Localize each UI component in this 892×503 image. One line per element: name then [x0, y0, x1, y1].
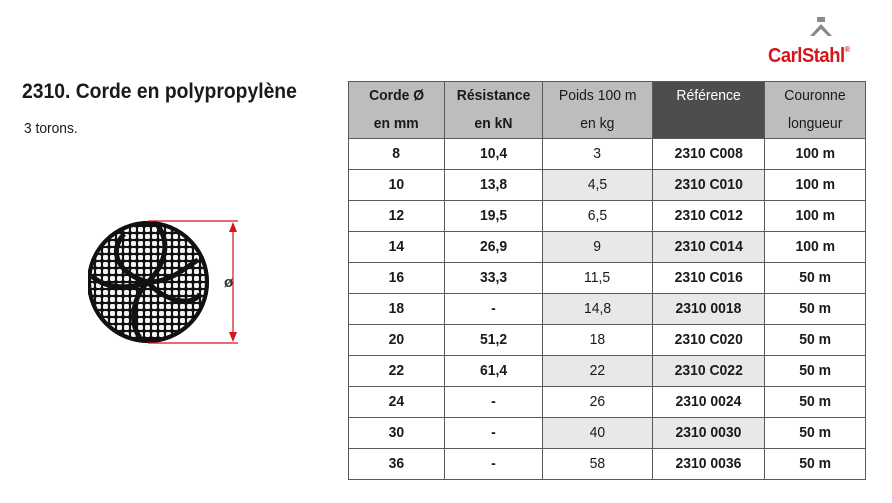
table-row — [349, 263, 866, 294]
cell-coil-length: 100 m — [765, 232, 866, 263]
rope-cross-section — [88, 212, 248, 352]
cell-resistance: 33,3 — [445, 263, 543, 294]
cell-reference: 2310 0024 — [653, 387, 765, 418]
cell-resistance: 13,8 — [445, 170, 543, 201]
table-header-row — [349, 82, 866, 139]
table-row — [349, 139, 866, 170]
cell-coil-length: 100 m — [765, 170, 866, 201]
cell-weight: 40 — [543, 418, 653, 449]
table-row — [349, 232, 866, 263]
table-row — [349, 387, 866, 418]
cell-coil-length: 50 m — [765, 387, 866, 418]
header-weight: Poids 100 men kg — [543, 82, 653, 139]
table-row — [349, 294, 866, 325]
cell-weight: 22 — [543, 356, 653, 387]
cell-diameter: 20 — [349, 325, 445, 356]
diameter-symbol: ø — [224, 274, 234, 291]
cell-weight: 11,5 — [543, 263, 653, 294]
cell-coil-length: 50 m — [765, 263, 866, 294]
cell-diameter: 22 — [349, 356, 445, 387]
cell-coil-length: 100 m — [765, 139, 866, 170]
header-diameter: Corde Øen mm — [349, 82, 445, 139]
cell-weight: 4,5 — [543, 170, 653, 201]
cell-coil-length: 100 m — [765, 201, 866, 232]
cell-reference: 2310 C012 — [653, 201, 765, 232]
cell-diameter: 10 — [349, 170, 445, 201]
cell-reference: 2310 C020 — [653, 325, 765, 356]
cell-diameter: 36 — [349, 449, 445, 480]
cell-reference: 2310 C016 — [653, 263, 765, 294]
cell-resistance: 10,4 — [445, 139, 543, 170]
cell-reference: 2310 0018 — [653, 294, 765, 325]
table-row — [349, 201, 866, 232]
cell-coil-length: 50 m — [765, 418, 866, 449]
cell-weight: 26 — [543, 387, 653, 418]
table-row — [349, 170, 866, 201]
cell-weight: 14,8 — [543, 294, 653, 325]
header-coil-length: Couronnelongueur — [765, 82, 866, 139]
cell-weight: 3 — [543, 139, 653, 170]
cell-diameter: 18 — [349, 294, 445, 325]
table-row — [349, 356, 866, 387]
cell-reference: 2310 0030 — [653, 418, 765, 449]
cell-diameter: 8 — [349, 139, 445, 170]
cell-reference: 2310 0036 — [653, 449, 765, 480]
table-row — [349, 449, 866, 480]
cell-weight: 18 — [543, 325, 653, 356]
cell-diameter: 14 — [349, 232, 445, 263]
cell-reference: 2310 C008 — [653, 139, 765, 170]
cell-reference: 2310 C014 — [653, 232, 765, 263]
product-title: 2310. Corde en polypropylène — [22, 80, 297, 103]
header-resistance: Résistanceen kN — [445, 82, 543, 139]
cell-diameter: 12 — [349, 201, 445, 232]
registered-mark: ® — [844, 45, 850, 54]
table-row — [349, 325, 866, 356]
cell-resistance: 51,2 — [445, 325, 543, 356]
cell-diameter: 24 — [349, 387, 445, 418]
header-reference: Référence — [653, 82, 765, 139]
cell-resistance: 19,5 — [445, 201, 543, 232]
cell-diameter: 16 — [349, 263, 445, 294]
table-row — [349, 418, 866, 449]
cell-resistance: - — [445, 418, 543, 449]
cell-resistance: 26,9 — [445, 232, 543, 263]
cell-reference: 2310 C010 — [653, 170, 765, 201]
cell-weight: 9 — [543, 232, 653, 263]
cell-diameter: 30 — [349, 418, 445, 449]
cell-coil-length: 50 m — [765, 325, 866, 356]
spec-table — [348, 81, 866, 480]
cell-resistance: - — [445, 449, 543, 480]
cell-coil-length: 50 m — [765, 449, 866, 480]
cell-coil-length: 50 m — [765, 356, 866, 387]
brand-name: CarlStahl — [768, 45, 845, 67]
cell-resistance: - — [445, 294, 543, 325]
cell-coil-length: 50 m — [765, 294, 866, 325]
cell-weight: 6,5 — [543, 201, 653, 232]
cell-reference: 2310 C022 — [653, 356, 765, 387]
cell-weight: 58 — [543, 449, 653, 480]
product-subtitle: 3 torons. — [24, 120, 78, 137]
cell-resistance: - — [445, 387, 543, 418]
carlstahl-logo — [766, 16, 876, 70]
cell-resistance: 61,4 — [445, 356, 543, 387]
